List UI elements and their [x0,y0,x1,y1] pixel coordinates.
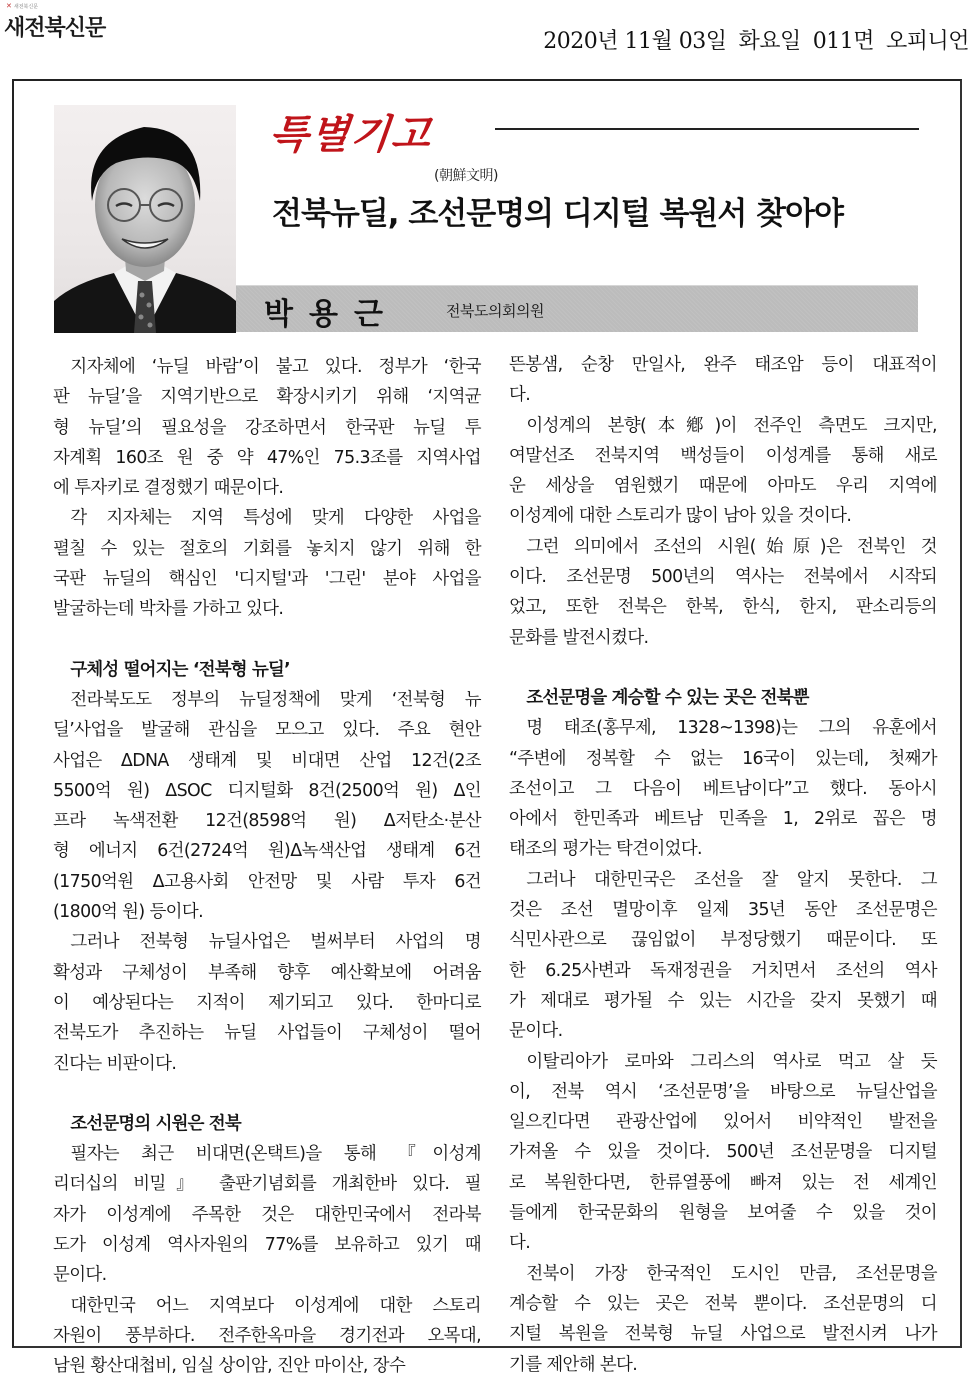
text-line: 이성계의 본향(本鄕)이 전주인 측면도 크지만, [526,415,937,436]
text-line: 여말선조 전북지역 백성들이 이성계를 통해 새로 [509,445,937,466]
paragraph [509,532,937,653]
issue-date: 2020년 11월 03일 [543,29,727,54]
paragraph [509,350,937,411]
text-line: 리더십의 비밀』 출판기념회를 개최한바 있다. 필 [53,1174,481,1195]
text-line: “주변에 정복할 수 없는 16국이 있는데, 첫째가 [509,748,937,769]
paragraph [53,503,481,624]
author-name: 박용근 [264,297,399,332]
text-line: 진다는 비판이다. [53,1053,177,1074]
paragraph [509,1259,937,1380]
text-line: 5500억 원) ΔSOC 디지털화 8건(2500억 원) Δ인 [53,780,481,801]
text-line: 다. [509,1233,531,1254]
byline-bar [236,285,918,332]
text-line: 그러나 전북형 뉴딜사업은 벌써부터 사업의 명 [70,932,481,953]
text-line: 식민사관으로 끊임없이 부정당했기 때문이다. 또 [509,930,937,951]
paragraph [509,865,937,1047]
paragraph [509,411,937,532]
text-line: 형 에너지 6건(2724억 원)Δ녹색산업 생태계 6건 [53,841,481,862]
article-column-left [53,352,481,1382]
text-line: 형 뉴딜’의 필요성을 강조하면서 한국판 뉴딜 투 [53,417,481,438]
text-line: 일으킨다면 관광산업에 있어서 비약적인 발전을 [509,1112,937,1133]
text-line: 가 제대로 평가될 수 있는 시간을 갖지 못했기 때 [509,990,937,1011]
section-name: 오피니언 [885,29,969,54]
text-line: 것은 조선 멸망이후 일제 35년 동안 조선문명은 [509,900,937,921]
text-line: 운 세상을 염원했기 때문에 아마도 우리 지역에 [509,476,937,497]
page-number: 011면 [812,29,874,54]
newspaper-logo [4,2,114,42]
text-line: 문화를 발전시켰다. [509,627,649,648]
paragraph [509,1047,937,1259]
text-line: 확성과 구체성이 부족해 향후 예산확보에 어려움 [53,962,481,983]
logo-text: 새전북신문 [4,16,106,41]
text-line: 이성계에 대한 스토리가 많이 남아 있을 것이다. [509,506,852,527]
text-line: 아에서 한민족과 베트남 민족을 1, 2위로 꼽은 명 [509,809,937,830]
text-line: 자계획 160조 원 중 약 47%인 75.3조를 지역사업 [53,447,481,468]
issue-weekday: 화요일 [738,29,801,54]
text-line: 전북도가 추진하는 뉴딜 사업들이 구체성이 떨어 [53,1023,481,1044]
title-divider [495,128,919,130]
paragraph [53,685,481,927]
section-subheading: 구체성 떨어지는 ‘전북형 뉴딜’ [70,659,290,680]
text-line: 대한민국 어느 지역보다 이성계에 대한 스토리 [70,1295,481,1316]
text-line: 자원이 풍부하다. 전주한옥마을 경기전과 오목대, [53,1325,481,1346]
text-line: 사업은 ΔDNA 생태계 및 비대면 산업 12건(2조 [53,750,481,771]
paragraph [53,1139,481,1290]
text-line: 에 투자키로 결정했기 때문이다. [53,478,284,499]
text-line: 문이다. [509,1021,563,1042]
text-line: 이 예상된다는 지적이 제기되고 있다. 한마디로 [53,992,481,1013]
text-line: 딜’사업을 발굴해 관심을 모으고 있다. 주요 현안 [53,720,481,741]
portrait-icon [54,105,236,333]
section-subheading: 조선문명의 시원은 전북 [70,1113,241,1134]
text-line: 가져올 수 있을 것이다. 500년 조선문명을 디지털 [509,1142,937,1163]
text-line: (1750억원 Δ고용사회 안전망 및 사람 투자 6건 [53,871,481,892]
author-photo [54,105,236,333]
text-line: 조선이고 그 다음이 베트남이다”고 했다. 동아시 [509,778,937,799]
text-line: 지자체에 ‘뉴딜 바람’이 불고 있다. 정부가 ‘한국 [70,357,481,377]
text-line: 기를 제안해 본다. [509,1354,638,1375]
text-line: 이탈리아가 로마와 그리스의 역사로 먹고 살 듯 [526,1051,937,1072]
author-title: 전북도의회의원 [446,302,544,320]
paragraph [53,1291,481,1382]
text-line: 도가 이성계 역사자원의 77%를 보유하고 있기 때 [53,1235,481,1256]
headline-hanja-note: (朝鮮文明) [434,168,498,184]
text-line: 그런 의미에서 조선의 시원(始原)은 전북인 것 [526,536,937,557]
text-line: 이다. 조선문명 500년의 역사는 전북에서 시작되 [509,567,937,588]
text-line: (1800억 원) 등이다. [53,902,204,923]
text-line: 남원 황산대첩비, 임실 상이암, 진안 마이산, 장수 [53,1356,406,1377]
text-line: 프라 녹색전환 12건(8598억 원) Δ저탄소·분산 [53,811,481,832]
text-line: 판 뉴딜’을 지역기반으로 확장시키기 위해 ‘지역균 [53,387,481,408]
text-line: 문이다. [53,1265,107,1286]
text-line: 계승할 수 있는 곳은 전북 뿐이다. 조선문명의 디 [509,1293,937,1314]
text-line: 펼칠 수 있는 절호의 기회를 놓치지 않기 위해 한 [53,538,481,559]
text-line: 었고, 또한 전북은 한복, 한식, 한지, 판소리등의 [509,597,937,618]
text-line: 전라북도도 정부의 뉴딜정책에 맞게 ‘전북형 뉴 [70,689,481,710]
paragraph [53,927,481,1078]
text-line: 자가 이성계에 주목한 것은 대한민국에서 전라북 [53,1204,481,1225]
text-line: 각 지자체는 지역 특성에 맞게 다양한 사업을 [70,508,481,529]
text-line: 다. [509,385,531,406]
headline: 전북뉴딜, 조선문명의 디지털 복원서 찾아야 [272,196,843,232]
article-column-right [509,350,937,1380]
text-line: 국판 뉴딜의 핵심인 '디지털'과 '그린' 분야 사업을 [53,569,481,590]
text-line: 필자는 최근 비대면(온택트)을 통해 『이성계 [70,1144,481,1165]
paragraph [53,352,481,503]
text-line: 한 6.25사변과 독재정권을 거치면서 조선의 역사 [509,960,937,981]
text-line: 발굴하는데 박차를 가하고 있다. [53,599,284,620]
paragraph [509,713,937,864]
text-line: 전북이 가장 한국적인 도시인 만큼, 조선문명을 [526,1263,937,1284]
text-line: 이, 전북 역시 ‘조선문명’을 바탕으로 뉴딜산업을 [509,1081,937,1102]
column-label: 특별기고 [267,112,435,158]
text-line: 명 태조(홍무제, 1328~1398)는 그의 유훈에서 [526,718,937,739]
text-line: 지털 복원을 전북형 뉴딜 사업으로 발전시켜 나가 [509,1324,937,1345]
logo-mark-icon: ✕ 새전북신문 [6,2,39,10]
text-line: 들에게 한국문화의 원형을 보여줄 수 있을 것이 [509,1203,937,1224]
text-line: 태조의 평가는 탁견이었다. [509,839,702,860]
text-line: 뜬봉샘, 순창 만일사, 완주 태조암 등이 대표적이 [509,355,937,375]
text-line: 로 복원한다면, 한류열풍에 빠져 있는 전 세계인 [509,1172,937,1193]
section-subheading: 조선문명을 계승할 수 있는 곳은 전북뿐 [526,687,809,708]
text-line: 그러나 대한민국은 조선을 잘 알지 못한다. 그 [526,869,937,890]
dateline [543,24,969,55]
